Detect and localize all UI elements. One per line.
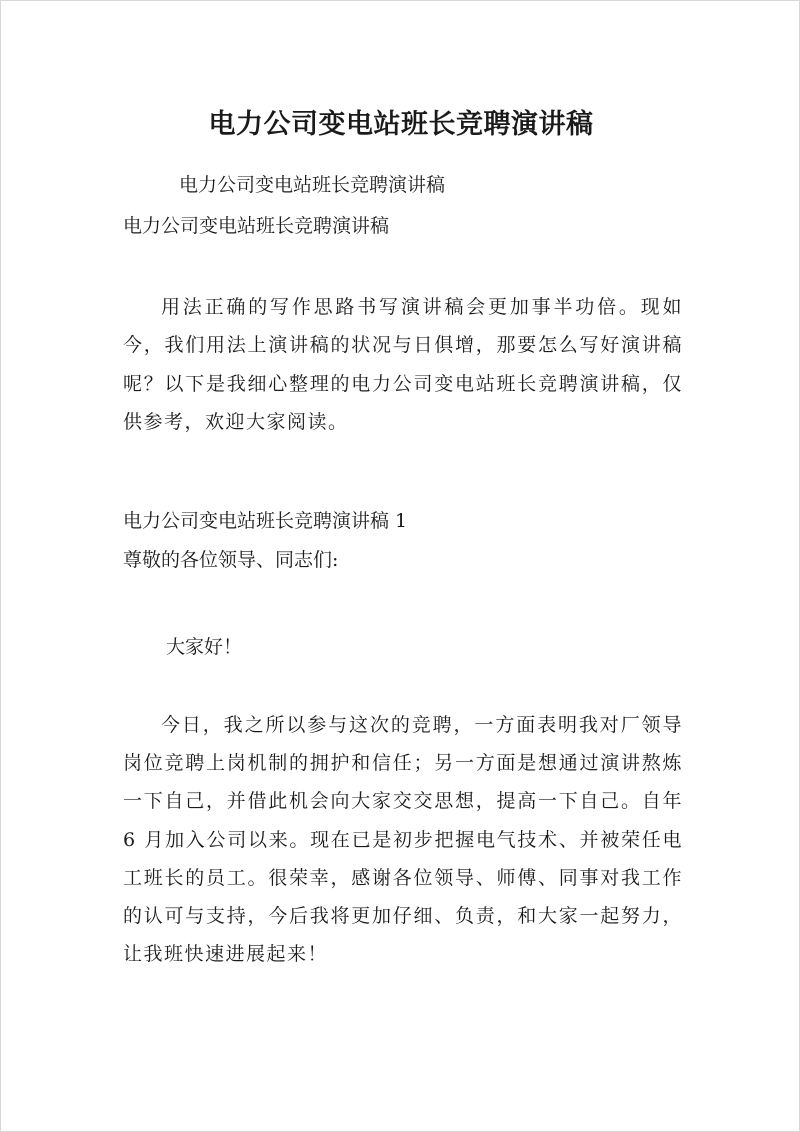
section-title: 电力公司变电站班长竞聘演讲稿 1 xyxy=(123,510,408,532)
salutation: 尊敬的各位领导、同志们: xyxy=(123,549,339,571)
subtitle-indented: 电力公司变电站班长竞聘演讲稿 xyxy=(179,174,446,196)
body-paragraph: 今日，我之所以参与这次的竞聘，一方面表明我对厂领导岗位竞聘上岗机制的拥护和信任；另一方面是想通过演讲熬炼一下自己，并借此机会向大家交交思想，提高一下自己。自年 6 月加入公司以来。现在已是初步把握电气技术、并被荣任电工班长的员工。很荣幸，感谢各位领导、师傅、同事对我工作的认可与支持，今后我将更加仔细、负责，和大家一起努力，让我班快速进展起来！ xyxy=(123,714,683,966)
document-title: 电力公司变电站班长竞聘演讲稿 xyxy=(208,109,594,140)
greeting: 大家好！ xyxy=(166,636,243,658)
intro-paragraph: 用法正确的写作思路书写演讲稿会更加事半功倍。现如今，我们用法上演讲稿的状况与日俱增，那要怎么写好演讲稿呢？以下是我细心整理的电力公司变电站班长竞聘演讲稿，仅供参考，欢迎大家阅读。 xyxy=(123,296,683,434)
subtitle: 电力公司变电站班长竞聘演讲稿 xyxy=(123,215,390,237)
